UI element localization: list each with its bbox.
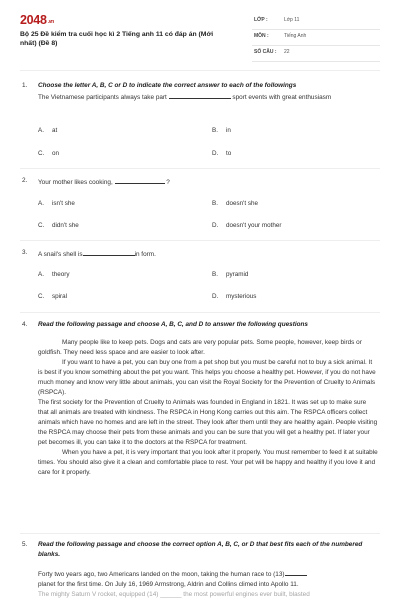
passage-paragraph: The first society for the Prevention of Cruelty to Animals was founded in England in 1821. It was set up to make sure that all animals are treated with kindness. The RSPCA in Hong Kong carries out this aim. The RSPCA officers collect animals which have no homes and are left in the street. They look after them until they are healthy again. People visiting the RSPCA may choose their pets from these animals and you can be sure that you will get a healthy pet. If later your pet becomes ill, you can take it to the doctors at the RSPCA for treatment. xyxy=(38,399,378,446)
divider xyxy=(20,168,380,169)
divider xyxy=(20,533,380,534)
option-b[interactable] xyxy=(212,200,258,207)
logo-tld: .vn xyxy=(47,19,54,25)
option-text: spiral xyxy=(52,293,68,300)
stem-part: A snail's shell is xyxy=(38,251,83,258)
question-4 xyxy=(22,320,378,478)
page-header xyxy=(0,0,400,62)
option-a[interactable] xyxy=(38,200,75,207)
answer-blank xyxy=(115,176,165,184)
option-text: in xyxy=(226,127,231,134)
option-letter: D. xyxy=(212,150,219,157)
answer-blank xyxy=(83,248,135,256)
option-letter: D. xyxy=(212,222,219,229)
option-text: at xyxy=(52,127,58,134)
option-letter: A. xyxy=(38,127,44,134)
meta-table xyxy=(252,14,380,62)
meta-key: LỚP : xyxy=(254,17,268,23)
divider xyxy=(20,312,380,313)
question-number: 3. xyxy=(22,249,28,256)
option-c[interactable] xyxy=(38,150,59,157)
question-number: 5. xyxy=(22,541,28,548)
option-text: theory xyxy=(52,271,70,278)
passage-paragraph: When you have a pet, it is very important that you look after it properly. You must remember to feed it at suitable times. You should also give it a clean and comfortable place to rest. Your pet will be happy and healthy if you love it and care for it properly. xyxy=(38,449,378,476)
site-logo[interactable] xyxy=(20,13,54,27)
option-text: doesn't your mother xyxy=(226,222,282,229)
option-letter: A. xyxy=(38,271,44,278)
option-d[interactable] xyxy=(212,293,256,300)
option-letter: A. xyxy=(38,200,44,207)
passage-paragraph: If you want to have a pet, you can buy one from a pet shop but you must be careful not to buy a sick animal. It is best if you know something about the pet you want. This helps you choose a healthy pet. However, if you do not have much money and know very little about animals, you can visit the Royal Society for the Prevention of Cruelty to Animals (RSPCA). xyxy=(38,359,376,396)
option-c[interactable] xyxy=(38,222,79,229)
divider xyxy=(20,240,380,241)
meta-value: Lớp 11 xyxy=(284,17,300,23)
meta-key: SỐ CÂU : xyxy=(254,49,277,55)
question-number: 4. xyxy=(22,321,28,328)
stem-part: sport events with great enthusiasm xyxy=(232,94,332,101)
option-c[interactable] xyxy=(38,293,67,300)
passage-line xyxy=(38,568,378,580)
option-text: didn't she xyxy=(52,222,79,229)
passage-paragraph: Many people like to keep pets. Dogs and cats are very popular pets. Some people, however, keep birds or goldfish. They need less space and are easier to look after. xyxy=(38,339,362,356)
passage-line: The mighty Saturn V rocket, equipped (14) ______ the most powerful engines ever built, blasted xyxy=(38,591,310,598)
option-text: doesn't she xyxy=(226,200,259,207)
meta-key: MÔN : xyxy=(254,33,269,39)
option-text: mysterious xyxy=(226,293,257,300)
question-1 xyxy=(22,81,378,103)
meta-value: Tiếng Anh xyxy=(284,33,307,39)
option-text: on xyxy=(52,150,60,157)
option-text: isn't she xyxy=(52,200,75,207)
document-title: Bộ 25 Đề kiểm tra cuối học kì 2 Tiếng anh 11 có đáp án (Mới nhất) (Đề 8) xyxy=(20,31,214,47)
question-instruction: Read the following passage and choose the correct option A, B, C, or D that best fits each of the numbered blanks. xyxy=(38,541,363,558)
option-b[interactable] xyxy=(212,271,248,278)
option-text: to xyxy=(226,150,232,157)
option-letter: C. xyxy=(38,222,45,229)
option-letter: B. xyxy=(212,200,218,207)
option-letter: D. xyxy=(212,293,219,300)
option-letter: C. xyxy=(38,150,45,157)
answer-blank xyxy=(285,568,307,576)
logo-text: 2048 xyxy=(20,13,47,27)
answer-blank xyxy=(169,91,231,99)
stem-part: Your mother likes cooking, xyxy=(38,179,113,186)
passage-text: Forty two years ago, two Americans landed on the moon, taking the human race to (13) xyxy=(38,571,285,578)
stem-part: in form. xyxy=(134,251,156,258)
meta-row-class xyxy=(252,14,380,30)
question-stem xyxy=(38,91,378,103)
stem-part: ? xyxy=(166,179,170,186)
question-2 xyxy=(22,176,378,188)
question-3 xyxy=(22,248,378,260)
option-text: pyramid xyxy=(226,271,249,278)
option-b[interactable] xyxy=(212,127,231,134)
meta-row-subject xyxy=(252,30,380,46)
question-number: 1. xyxy=(22,82,28,89)
reading-passage xyxy=(38,338,378,478)
option-d[interactable] xyxy=(212,150,231,157)
passage-line: planet for the first time. On July 16, 1969 Armstrong, Aldrin and Collins climed into Apollo 11. xyxy=(38,581,299,588)
meta-value: 22 xyxy=(284,49,290,55)
question-instruction: Choose the letter A, B, C or D to indicate the correct answer to each of the followings xyxy=(38,82,297,89)
meta-row-count xyxy=(252,46,380,62)
divider xyxy=(20,70,380,71)
option-letter: B. xyxy=(212,271,218,278)
option-d[interactable] xyxy=(212,222,281,229)
option-letter: B. xyxy=(212,127,218,134)
stem-part: The Vietnamese participants always take part xyxy=(38,94,167,101)
question-5 xyxy=(22,540,378,600)
option-a[interactable] xyxy=(38,271,70,278)
question-number: 2. xyxy=(22,177,28,184)
option-a[interactable] xyxy=(38,127,57,134)
option-letter: C. xyxy=(38,293,45,300)
question-instruction: Read the following passage and choose A, B, C, and D to answer the following questions xyxy=(38,321,308,328)
